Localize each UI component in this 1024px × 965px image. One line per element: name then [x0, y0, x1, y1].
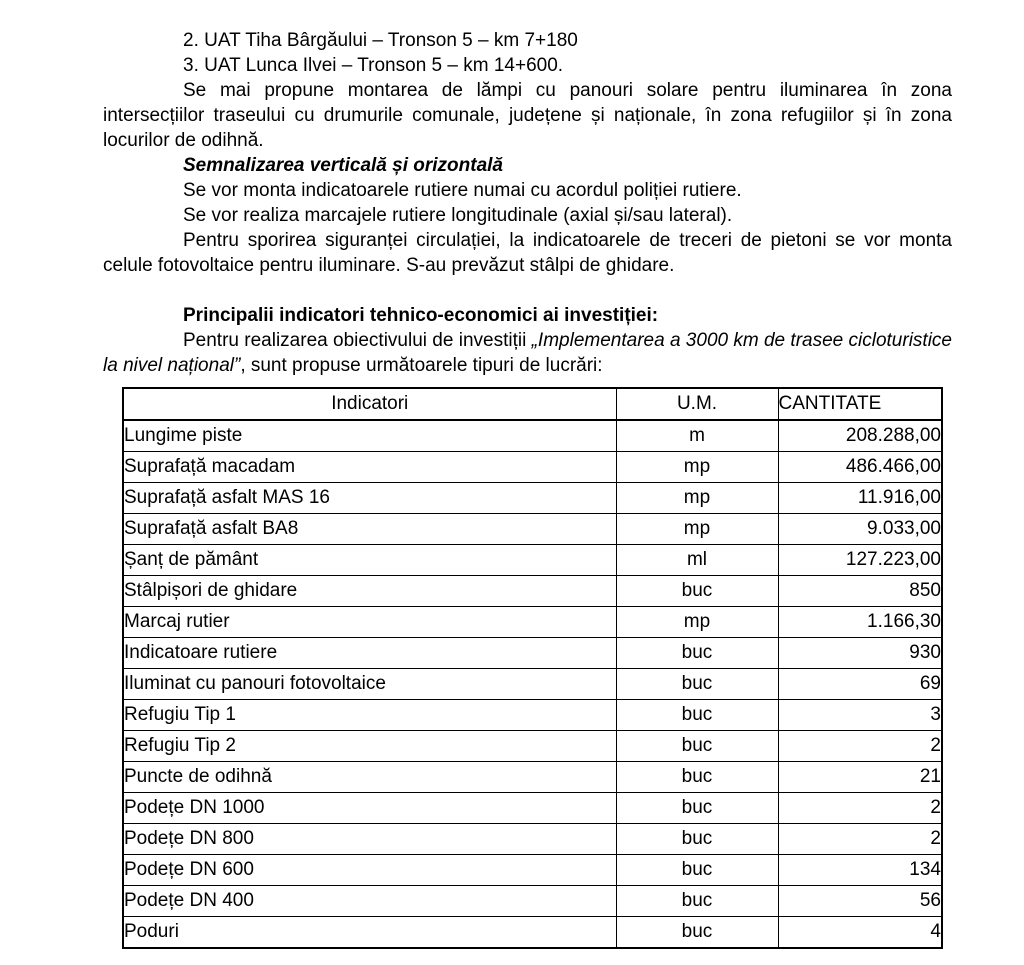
cell-indicator: Suprafață asfalt BA8	[123, 514, 616, 545]
cell-indicator: Șanț de pământ	[123, 545, 616, 576]
cell-cantitate: 134	[778, 855, 942, 886]
column-header-indicatori: Indicatori	[123, 388, 616, 420]
paragraph-solar-lamps: Se mai propune montarea de lămpi cu panouri solare pentru iluminarea în zona intersecțiilor traseului cu drumurile comunale, județene și naționale, în zona refugiilor și în zona locurilor de odihnă.	[103, 80, 952, 151]
cell-um: buc	[616, 638, 778, 669]
cell-indicator: Refugiu Tip 1	[123, 700, 616, 731]
cell-cantitate: 1.166,30	[778, 607, 942, 638]
cell-um: buc	[616, 669, 778, 700]
cell-um: mp	[616, 452, 778, 483]
table-row	[123, 886, 942, 917]
cell-cantitate: 2	[778, 731, 942, 762]
cell-cantitate: 3	[778, 700, 942, 731]
cell-indicator: Iluminat cu panouri fotovoltaice	[123, 669, 616, 700]
heading-signaling: Semnalizarea verticală și orizontală	[183, 155, 503, 176]
paragraph-road-markings: Se vor realiza marcajele rutiere longitudinale (axial și/sau lateral).	[183, 205, 733, 226]
table-row	[123, 762, 942, 793]
table-row	[123, 607, 942, 638]
cell-indicator: Suprafață macadam	[123, 452, 616, 483]
list-item-3: 3. UAT Lunca Ilvei – Tronson 5 – km 14+600.	[183, 55, 564, 76]
cell-cantitate: 930	[778, 638, 942, 669]
cell-cantitate: 9.033,00	[778, 514, 942, 545]
cell-cantitate: 11.916,00	[778, 483, 942, 514]
cell-um: buc	[616, 731, 778, 762]
cell-indicator: Suprafață asfalt MAS 16	[123, 483, 616, 514]
table-row	[123, 855, 942, 886]
paragraph-safety: Pentru sporirea siguranței circulației, la indicatoarele de treceri de pietoni se vor monta celule fotovoltaice pentru iluminare. S-au prevăzut stâlpi de ghidare.	[103, 230, 952, 276]
list-item-2: 2. UAT Tiha Bârgăului – Tronson 5 – km 7+180	[183, 30, 578, 51]
cell-um: mp	[616, 514, 778, 545]
cell-indicator: Marcaj rutier	[123, 607, 616, 638]
heading-main-indicators: Principalii indicatori tehnico-economici ai investiției:	[183, 305, 659, 326]
table-row	[123, 576, 942, 607]
cell-indicator: Puncte de odihnă	[123, 762, 616, 793]
paragraph-road-signs: Se vor monta indicatoarele rutiere numai cu acordul poliției rutiere.	[183, 180, 742, 201]
table-row	[123, 483, 942, 514]
cell-indicator: Podețe DN 1000	[123, 793, 616, 824]
table-row	[123, 824, 942, 855]
column-header-um: U.M.	[616, 388, 778, 420]
cell-indicator: Stâlpișori de ghidare	[123, 576, 616, 607]
cell-um: buc	[616, 917, 778, 949]
paragraph-investment	[103, 328, 952, 378]
cell-um: buc	[616, 855, 778, 886]
cell-cantitate: 4	[778, 917, 942, 949]
investment-text-prefix: Pentru realizarea obiectivului de investiții	[183, 330, 532, 351]
cell-indicator: Podețe DN 400	[123, 886, 616, 917]
table-row	[123, 545, 942, 576]
table-row	[123, 638, 942, 669]
cell-cantitate: 850	[778, 576, 942, 607]
table-row	[123, 917, 942, 949]
cell-indicator: Refugiu Tip 2	[123, 731, 616, 762]
cell-um: mp	[616, 483, 778, 514]
table-row	[123, 514, 942, 545]
cell-cantitate: 69	[778, 669, 942, 700]
cell-indicator: Podețe DN 800	[123, 824, 616, 855]
table-row	[123, 731, 942, 762]
cell-um: buc	[616, 700, 778, 731]
table-row	[123, 452, 942, 483]
investment-text-suffix: , sunt propuse următoarele tipuri de lucrări:	[240, 355, 603, 376]
cell-indicator: Podețe DN 600	[123, 855, 616, 886]
cell-um: buc	[616, 824, 778, 855]
cell-cantitate: 208.288,00	[778, 420, 942, 452]
cell-indicator: Lungime piste	[123, 420, 616, 452]
table-row	[123, 420, 942, 452]
table-row	[123, 793, 942, 824]
table-header	[123, 388, 942, 420]
cell-cantitate: 56	[778, 886, 942, 917]
cell-um: buc	[616, 762, 778, 793]
column-header-cantitate: CANTITATE	[778, 388, 942, 420]
table-row	[123, 700, 942, 731]
cell-um: m	[616, 420, 778, 452]
cell-um: buc	[616, 576, 778, 607]
cell-um: buc	[616, 793, 778, 824]
cell-um: ml	[616, 545, 778, 576]
table-header-row	[123, 388, 942, 420]
indicators-table	[122, 387, 943, 949]
cell-indicator: Poduri	[123, 917, 616, 949]
cell-indicator: Indicatoare rutiere	[123, 638, 616, 669]
cell-um: buc	[616, 886, 778, 917]
cell-cantitate: 21	[778, 762, 942, 793]
table-row	[123, 669, 942, 700]
cell-cantitate: 127.223,00	[778, 545, 942, 576]
table-body	[123, 420, 942, 948]
cell-cantitate: 2	[778, 824, 942, 855]
cell-cantitate: 486.466,00	[778, 452, 942, 483]
cell-um: mp	[616, 607, 778, 638]
investment-quote: „Implementarea a 3000 km de trasee cicloturistice la nivel național”	[103, 330, 952, 376]
cell-cantitate: 2	[778, 793, 942, 824]
